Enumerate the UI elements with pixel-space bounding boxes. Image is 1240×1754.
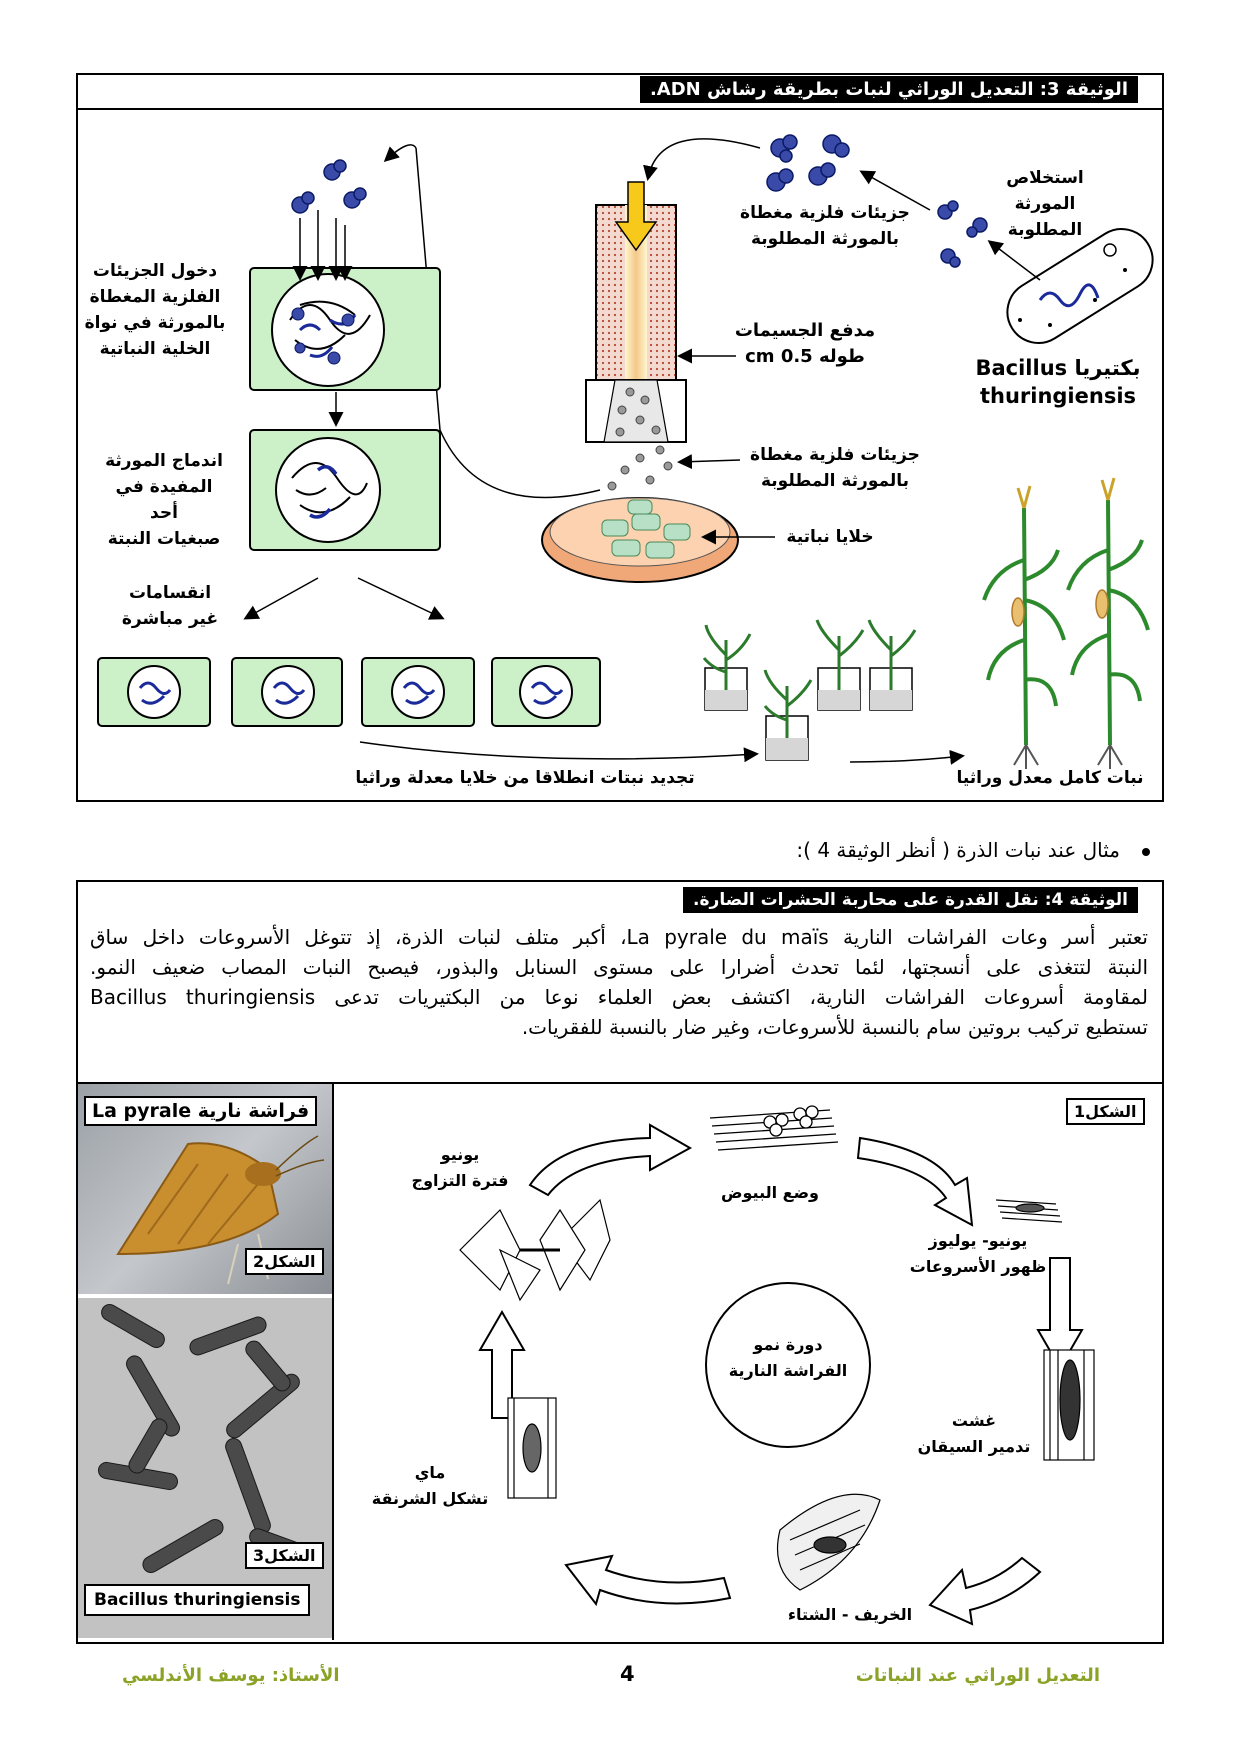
label-line: المورثة bbox=[1014, 194, 1076, 214]
footer-author: الأستاذ: يوسف الأندلسي bbox=[122, 1665, 340, 1686]
winter-corn-sketch-icon bbox=[778, 1494, 881, 1590]
label-line: طوله 0.5 cm bbox=[745, 346, 865, 367]
fig2-tag: الشكل2 bbox=[245, 1248, 324, 1275]
label-bacteria-en1: Bacillus bbox=[975, 356, 1068, 380]
label-line: جزيئات فلزية مغطاة bbox=[750, 445, 920, 465]
label-line: يونيو- يوليوز bbox=[928, 1231, 1028, 1250]
label-line: جزيئات فلزية مغطاة bbox=[740, 203, 910, 223]
mating-moths-sketch-icon bbox=[460, 1200, 610, 1300]
label-plant-cells: خلايا نباتية bbox=[786, 527, 874, 547]
label-line: فترة التزاوج bbox=[411, 1171, 509, 1190]
label-line: الفلزية المغطاة bbox=[89, 287, 221, 307]
fig2-caption: فراشة نارية La pyrale bbox=[84, 1096, 317, 1126]
stem-larva-sketch-icon bbox=[1044, 1350, 1094, 1460]
label-line: تشكل الشرنقة bbox=[371, 1489, 489, 1508]
label-line: يونيو bbox=[440, 1145, 480, 1164]
bullet-text: مثال عند نبات الذرة ( أنظر الوثيقة 4 ): bbox=[796, 838, 1120, 862]
para-line: لمقاومة أسروعات الفراشات النارية، اكتشف بعض العلماء نوعا من البكتيريات تدعى Bacillus thuringiensis bbox=[90, 985, 1149, 1009]
stage-larvae bbox=[898, 1228, 1058, 1280]
eggs-sketch-icon bbox=[710, 1106, 838, 1150]
doc4-title: الوثيقة 4: نقل القدرة على محاربة الحشرات الضارة. bbox=[683, 887, 1138, 913]
stage-winter: الخريف - الشتاء bbox=[787, 1605, 913, 1624]
label-line: غير مباشرة bbox=[121, 609, 219, 629]
cycle-center-label bbox=[713, 1332, 863, 1384]
stage-eggs: وضع البيوض bbox=[720, 1183, 819, 1202]
label-line: ظهور الأسروعات bbox=[909, 1257, 1047, 1276]
stage-pupa bbox=[370, 1460, 490, 1512]
para-line: تستطيع تركيب بروتين سام بالنسبة للأسروعات، وغير ضار بالنسبة للفقريات. bbox=[521, 1015, 1148, 1039]
label-line: المطلوبة bbox=[1007, 220, 1083, 240]
pupa-sketch-icon bbox=[508, 1398, 556, 1498]
label-line: اندماج المورثة bbox=[105, 451, 223, 471]
footer-title: التعديل الوراثي عند النباتات bbox=[855, 1665, 1100, 1686]
page-number: 4 bbox=[620, 1662, 635, 1686]
fig3-caption: Bacillus thuringiensis bbox=[84, 1584, 310, 1616]
label-regeneration: تجديد نبتات انطلاقا من خلايا معدلة وراثيا bbox=[355, 768, 695, 788]
label-line: المفيدة في أحد bbox=[115, 477, 213, 523]
label-line: بالمورثة المطلوبة bbox=[750, 229, 900, 249]
stage-stems bbox=[914, 1408, 1034, 1460]
label-line: صبغيات النبتة bbox=[107, 529, 221, 549]
label-line: دخول الجزيئات bbox=[92, 261, 218, 281]
label-bacteria-ar: بكتيريا bbox=[1074, 356, 1141, 380]
label-line: ماي bbox=[414, 1463, 446, 1482]
para-line: النبتة لتتغذى على أنسجتها، لئما تحدث أضرارا على مستوى السنابل والبذور، فيصبح النبات المصاب ضعيف النمو. bbox=[90, 955, 1148, 979]
larva-sketch-icon bbox=[996, 1200, 1062, 1222]
para-line: تعتبر أسر وعات الفراشات النارية La pyrale du maïs، أكبر متلف لنبات الذرة، إذ تتوغل الأسروعات داخل ساق bbox=[90, 925, 1148, 949]
label-line: بالمورثة المطلوبة bbox=[760, 471, 910, 491]
label-line: الفراشة النارية bbox=[728, 1361, 848, 1380]
label-line: دورة نمو bbox=[753, 1335, 823, 1354]
label-line: بالمورثة في نواة bbox=[84, 313, 226, 333]
label-line: مدفع الجسيمات bbox=[734, 320, 876, 341]
fig3-tag: الشكل3 bbox=[245, 1542, 324, 1569]
stage-mating bbox=[400, 1142, 520, 1194]
label-line: استخلاص bbox=[1006, 168, 1084, 188]
doc3-title: الوثيقة 3: التعديل الوراثي لنبات بطريقة رشاش ADN. bbox=[640, 76, 1138, 103]
label-full-plant: نبات كامل معدل وراثيا bbox=[956, 768, 1144, 788]
label-line: غشت bbox=[951, 1411, 997, 1430]
fig1-tag: الشكل1 bbox=[1066, 1098, 1145, 1125]
label-bacteria-en2: thuringiensis bbox=[979, 384, 1137, 408]
label-line: تدمير السيقان bbox=[917, 1437, 1031, 1456]
label-line: الخلية النباتية bbox=[99, 339, 211, 359]
label-line: انقسامات bbox=[128, 583, 212, 603]
